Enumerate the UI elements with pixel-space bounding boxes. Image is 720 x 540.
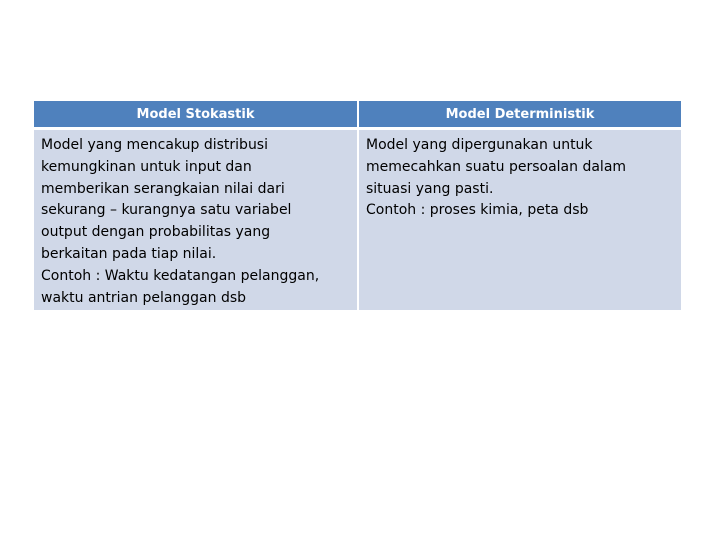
cell-line: waktu antrian pelanggan dsb [41, 289, 247, 306]
cell-line: Model yang dipergunakan untuk [366, 137, 593, 153]
cell-line: memberikan serangkaian nilai dari [41, 180, 285, 197]
cell-line: Contoh : Waktu kedatangan pelanggan, [41, 267, 320, 284]
table-header-row [34, 101, 681, 129]
header-model-deterministik: Model Deterministik [358, 101, 681, 129]
header-model-stokastik: Model Stokastik [34, 101, 358, 129]
cell-line: berkaitan pada tiap nilai. [41, 245, 217, 262]
cell-line: Contoh : proses kimia, peta dsb [366, 202, 589, 219]
cell-stokastik-description [34, 129, 358, 311]
cell-line: output dengan probabilitas yang [41, 224, 271, 241]
comparison-table [34, 101, 681, 310]
cell-deterministik-description [358, 129, 681, 311]
cell-line: situasi yang pasti. [366, 180, 494, 197]
cell-line: Model yang mencakup distribusi [41, 137, 268, 153]
table-row [34, 129, 681, 311]
cell-line: kemungkinan untuk input dan [41, 158, 252, 175]
cell-line: sekurang – kurangnya satu variabel [41, 202, 292, 219]
cell-line: memecahkan suatu persoalan dalam [366, 158, 627, 175]
